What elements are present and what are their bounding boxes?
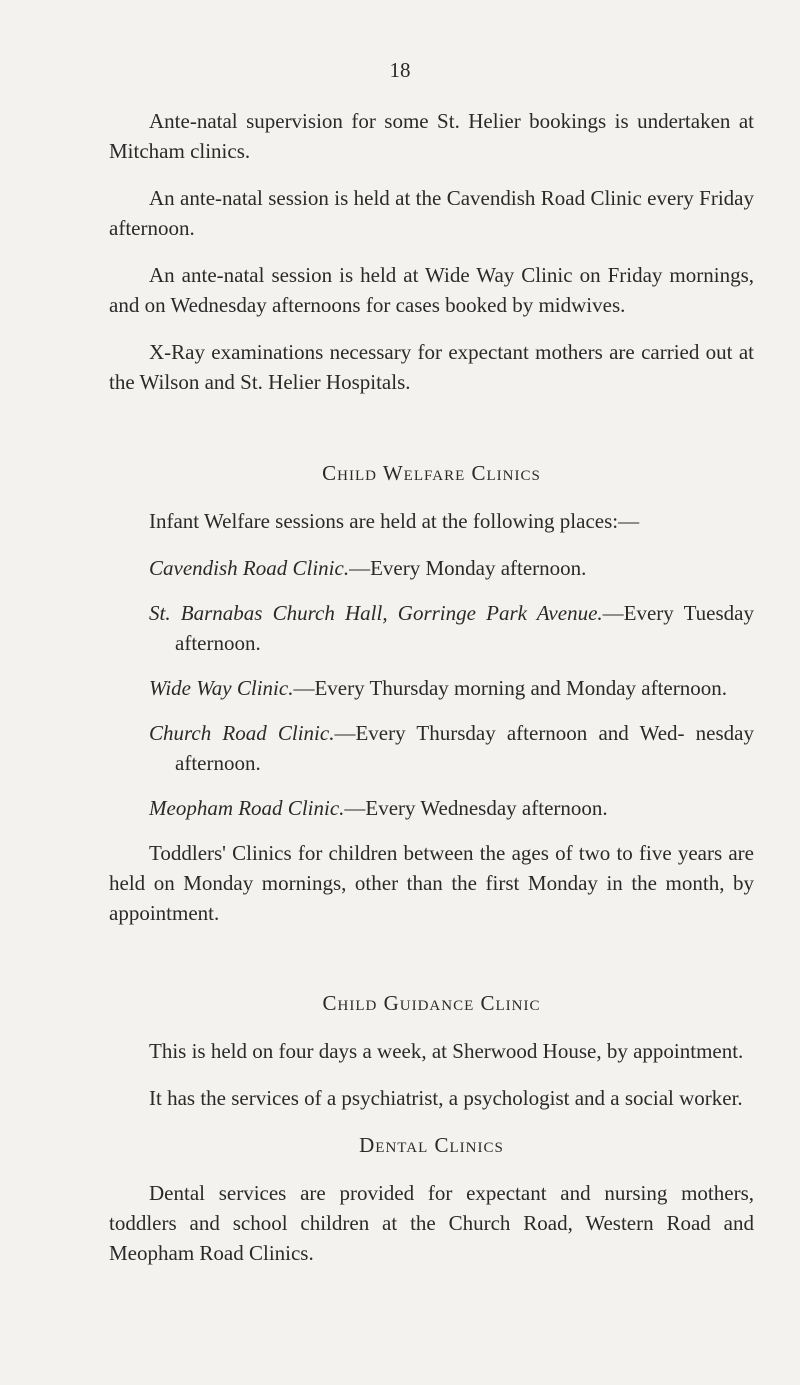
page-number: 18: [389, 58, 411, 82]
heading-child-guidance: Child Guidance Clinic: [322, 991, 541, 1015]
clinic-times: —Every Monday afternoon.: [349, 556, 587, 580]
clinic-times: —Every Wednesday afternoon.: [344, 796, 608, 820]
clinic-entry-wide-way: [149, 673, 754, 703]
paragraph-sherwood-house: This is held on four days a week, at Sherwood House, by appointment.: [149, 1039, 744, 1063]
heading-dental-clinics: Dental Clinics: [359, 1133, 504, 1157]
clinic-entry-cavendish: [149, 553, 754, 583]
clinic-name: St. Barnabas Church Hall, Gorringe Park Avenue.: [149, 601, 603, 625]
clinic-times: —Every Tuesday afternoon.: [175, 601, 754, 655]
paragraph-antenatal-mitcham: Ante-natal supervision for some St. Helier bookings is undertaken at Mitcham clinics.: [109, 109, 754, 163]
clinic-name: Cavendish Road Clinic.: [149, 556, 350, 580]
paragraph-guidance-services: It has the services of a psychiatrist, a psychologist and a social worker.: [149, 1086, 743, 1110]
paragraph-dental-services: Dental services are provided for expectant and nursing mothers, toddlers and school children at the Church Road, Western Road and Meopham Road Clinics.: [109, 1181, 754, 1265]
clinic-times: —Every Thursday morning and Monday afternoon.: [293, 676, 727, 700]
paragraph-xray: X-Ray examinations necessary for expectant mothers are carried out at the Wilson and St. Helier Hospitals.: [109, 340, 754, 394]
clinic-name: Meopham Road Clinic.: [149, 796, 345, 820]
paragraph-infant-welfare-intro: Infant Welfare sessions are held at the following places:—: [149, 509, 640, 533]
clinic-name: Wide Way Clinic.: [149, 676, 294, 700]
paragraph-antenatal-wide-way: An ante-natal session is held at Wide Way Clinic on Friday mornings, and on Wednesday afternoons for cases booked by midwives.: [109, 263, 754, 317]
paragraph-toddlers-clinics: Toddlers' Clinics for children between the ages of two to five years are held on Monday mornings, other than the first Monday in the month, by appointment.: [109, 841, 754, 925]
clinic-name: Church Road Clinic.: [149, 721, 335, 745]
clinic-entry-church-road: [149, 718, 754, 778]
page-content: [109, 106, 754, 1285]
paragraph-antenatal-cavendish: An ante-natal session is held at the Cavendish Road Clinic every Friday afternoon.: [109, 186, 754, 240]
clinic-entry-meopham-road: [149, 793, 754, 823]
clinic-entry-st-barnabas: [149, 598, 754, 658]
heading-child-welfare: Child Welfare Clinics: [322, 461, 541, 485]
clinic-times: —Every Thursday afternoon and Wed- nesday afternoon.: [175, 721, 754, 775]
